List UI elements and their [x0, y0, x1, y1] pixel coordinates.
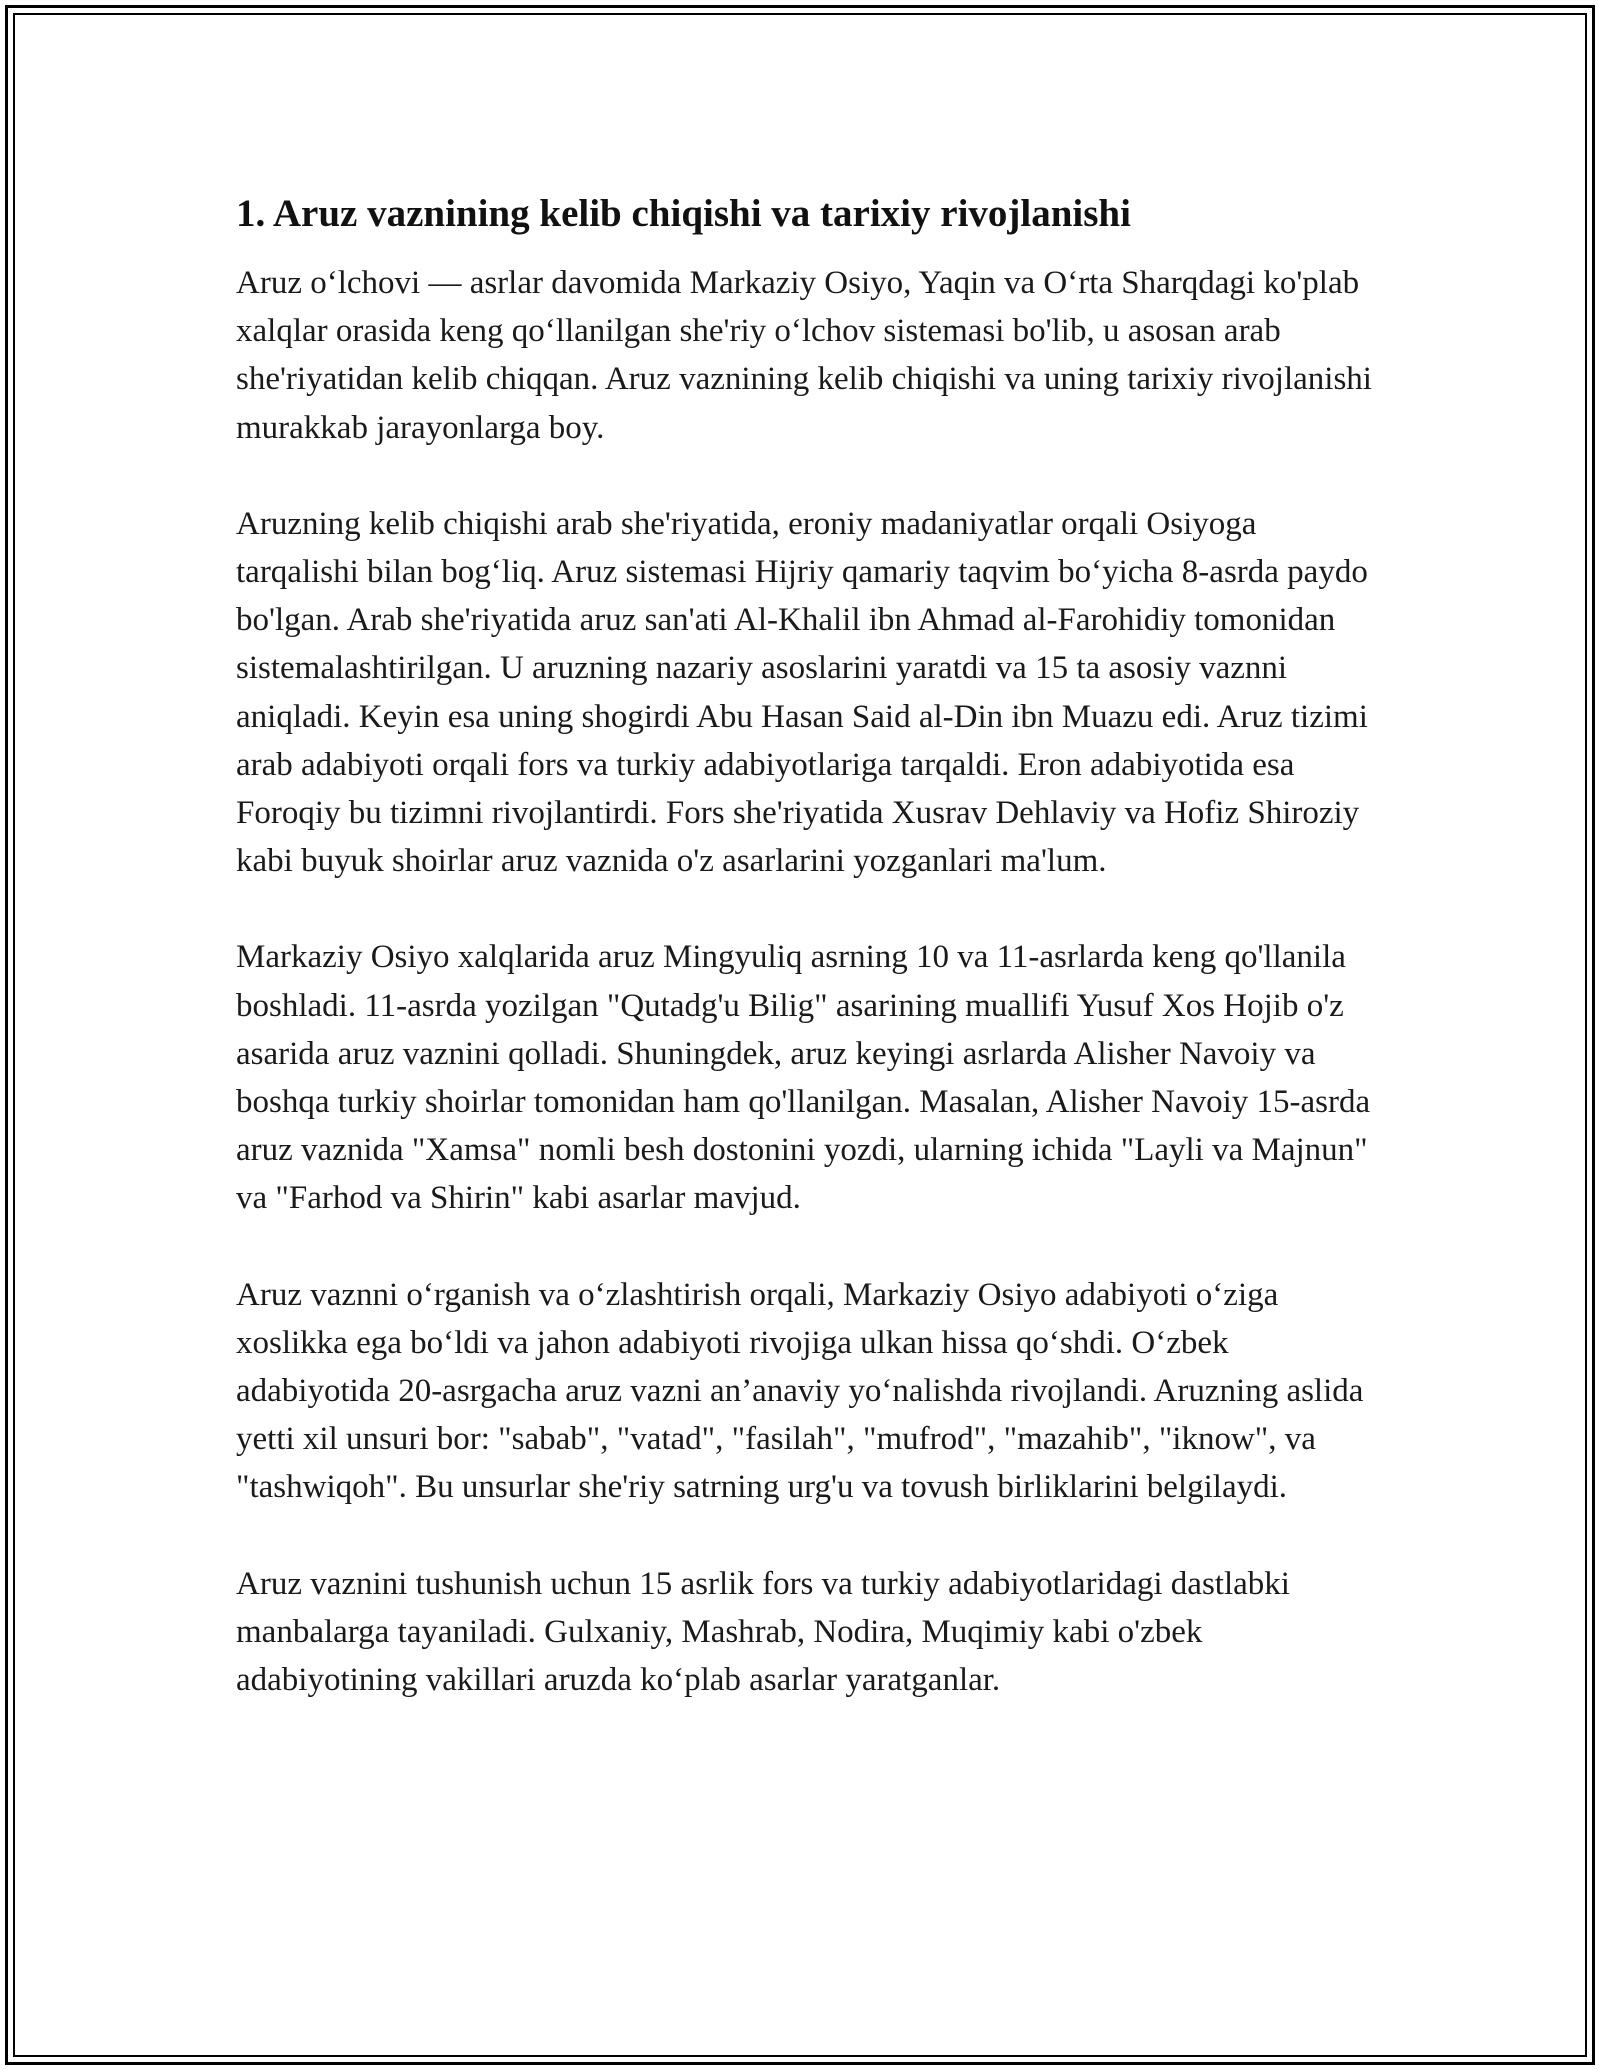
paragraph-2: Aruzning kelib chiqishi arab she'riyatida, eroniy madaniyatlar orqali Osiyoga tarqalishi bilan bog‘liq. Aruz sistemasi Hijriy qamariy taqvim bo‘yicha 8-asrda paydo bo'lgan. Arab she'riyatida aruz san'ati Al-Khalil ibn Ahmad al-Farohidiy tomonidan sistemalashtirilgan. U aruzning nazariy asoslarini yaratdi va 15 ta asosiy vaznni aniqladi. Keyin esa uning shogirdi Abu Hasan Said al-Din ibn Muazu edi. Aruz tizimi arab adabiyoti orqali fors va turkiy adabiyotlariga tarqaldi. Eron adabiyotida esa Foroqiy bu tizimni rivojlantirdi. Fors she'riyatida Xusrav Dehlaviy va Hofiz Shiroziy kabi buyuk shoirlar aruz vaznida o'z asarlarini yozganlari ma'lum. — [236, 505, 1368, 880]
paragraph-4: Aruz vaznni o‘rganish va o‘zlashtirish orqali, Markaziy Osiyo adabiyoti o‘ziga xoslikka ega bo‘ldi va jahon adabiyoti rivojiga ulkan hissa qo‘shdi. O‘zbek adabiyotida 20-asrgacha aruz vazni an’anaviy yo‘nalishda rivojlandi. Aruzning aslida yetti xil unsuri bor: "sabab", "vatad", "fasilah", "mufrod", "mazahib", "iknow", va "tashwiqoh". Bu unsurlar she'riy satrning urg'u va tovush birliklarini belgilaydi. — [236, 1276, 1364, 1506]
paragraph-5: Aruz vaznini tushunish uchun 15 asrlik fors va turkiy adabiyotlaridagi dastlabki manbalarga tayaniladi. Gulxaniy, Mashrab, Nodira, Muqimiy kabi o'zbek adabiyotining vakillari aruzda ko‘plab asarlar yaratganlar. — [236, 1565, 1290, 1699]
document-body — [236, 186, 1376, 1752]
section-heading: 1. Aruz vaznining kelib chiqishi va tarixiy rivojlanishi — [236, 192, 1131, 235]
paragraph-1: Aruz o‘lchovi — asrlar davomida Markaziy Osiyo, Yaqin va O‘rta Sharqdagi ko'plab xalqlar orasida keng qo‘llanilgan she'riy o‘lchov sistemasi bo'lib, u asosan arab she'riyatidan kelib chiqqan. Aruz vaznining kelib chiqishi va uning tarixiy rivojlanishi murakkab jarayonlarga boy. — [236, 265, 1372, 446]
paragraph-3: Markaziy Osiyo xalqlarida aruz Mingyuliq asrning 10 va 11-asrlarda keng qo'llanila boshladi. 11-asrda yozilgan "Qutadg'u Bilig" asarining muallifi Yusuf Xos Hojib o'z asarida aruz vaznini qolladi. Shuningdek, aruz keyingi asrlarda Alisher Navoiy va boshqa turkiy shoirlar tomonidan ham qo'llanilgan. Masalan, Alisher Navoiy 15-asrda aruz vaznida "Xamsa" nomli besh dostonini yozdi, ularning ichida "Layli va Majnun" va "Farhod va Shirin" kabi asarlar mavjud. — [236, 939, 1371, 1217]
